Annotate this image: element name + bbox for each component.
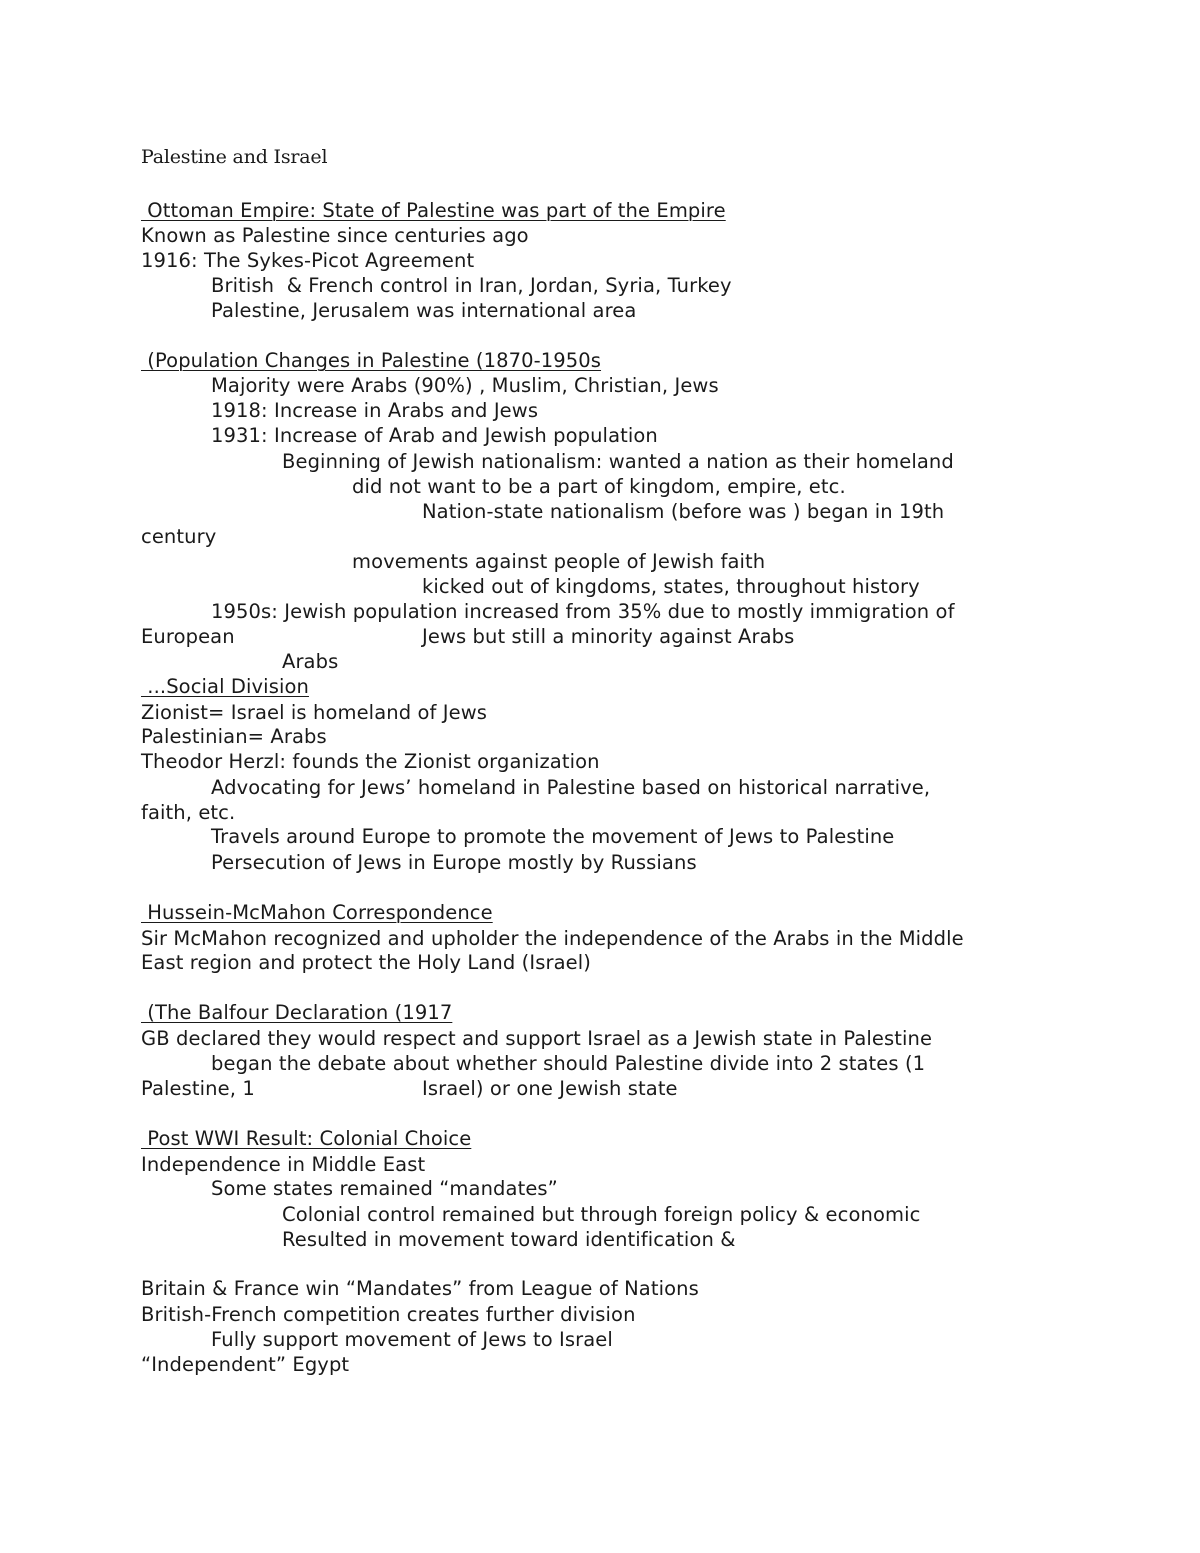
text-line: faith, etc. [141, 801, 236, 824]
text-line: Zionist= Israel is homeland of Jews [141, 701, 488, 724]
section-heading-postwwi: Post WWI Result: Colonial Choice [141, 1127, 472, 1150]
text-line: began the debate about whether should Palestine divide into 2 states (1 [211, 1052, 926, 1075]
text-line: Advocating for Jews’ homeland in Palestine based on historical narrative, [211, 776, 931, 799]
text-line: Majority were Arabs (90%) , Muslim, Christian, Jews [211, 374, 719, 397]
text-line: movements against people of Jewish faith [352, 550, 766, 573]
text-line: Arabs [282, 650, 339, 673]
text-line: British & French control in Iran, Jordan, Syria, Turkey [211, 274, 732, 297]
text-line: Persecution of Jews in Europe mostly by Russians [211, 851, 697, 874]
text-line: did not want to be a part of kingdom, empire, etc. [352, 475, 846, 498]
text-line: “Independent” Egypt [141, 1353, 350, 1376]
text-line: 1931: Increase of Arab and Jewish population [211, 424, 658, 447]
text-line: Colonial control remained but through foreign policy & economic [282, 1203, 921, 1226]
text-line: Independence in Middle East [141, 1153, 426, 1176]
text-line: 1916: The Sykes-Picot Agreement [141, 249, 475, 272]
text-line: British-French competition creates further division [141, 1303, 636, 1326]
text-line: Britain & France win “Mandates” from League of Nations [141, 1277, 699, 1300]
text-line: Some states remained “mandates” [211, 1177, 558, 1200]
section-heading-hussein: Hussein-McMahon Correspondence [141, 901, 493, 924]
text-line: 1950s: Jewish population increased from 35% due to mostly immigration of [211, 600, 955, 623]
document-title: Palestine and Israel [141, 146, 328, 168]
text-line: Travels around Europe to promote the movement of Jews to Palestine [211, 825, 895, 848]
text-line: Israel) or one Jewish state [422, 1077, 678, 1100]
text-line: Palestine, 1 [141, 1077, 255, 1100]
text-line: century [141, 525, 217, 548]
section-heading-social: ...Social Division [141, 675, 309, 698]
text-line: Fully support movement of Jews to Israel [211, 1328, 613, 1351]
text-line: Palestinian= Arabs [141, 725, 327, 748]
text-line: kicked out of kingdoms, states, throughout history [422, 575, 920, 598]
text-line: 1918: Increase in Arabs and Jews [211, 399, 539, 422]
text-line: Beginning of Jewish nationalism: wanted a nation as their homeland [282, 450, 954, 473]
text-line: Theodor Herzl: founds the Zionist organization [141, 750, 600, 773]
section-heading-balfour: (The Balfour Declaration (1917 [141, 1001, 453, 1024]
text-line: Resulted in movement toward identification & [282, 1228, 736, 1251]
text-line: Nation-state nationalism (before was ) began in 19th [422, 500, 945, 523]
text-line: Palestine, Jerusalem was international area [211, 299, 637, 322]
section-heading-population: (Population Changes in Palestine (1870-1950s [141, 349, 602, 372]
text-line: Jews but still a minority against Arabs [422, 625, 795, 648]
section-heading-ottoman: Ottoman Empire: State of Palestine was part of the Empire [141, 199, 726, 222]
text-line: Sir McMahon recognized and upholder the independence of the Arabs in the Middle [141, 927, 964, 950]
text-line: Known as Palestine since centuries ago [141, 224, 529, 247]
text-line: GB declared they would respect and support Israel as a Jewish state in Palestine [141, 1027, 933, 1050]
text-line: East region and protect the Holy Land (Israel) [141, 951, 591, 974]
text-line: European [141, 625, 235, 648]
